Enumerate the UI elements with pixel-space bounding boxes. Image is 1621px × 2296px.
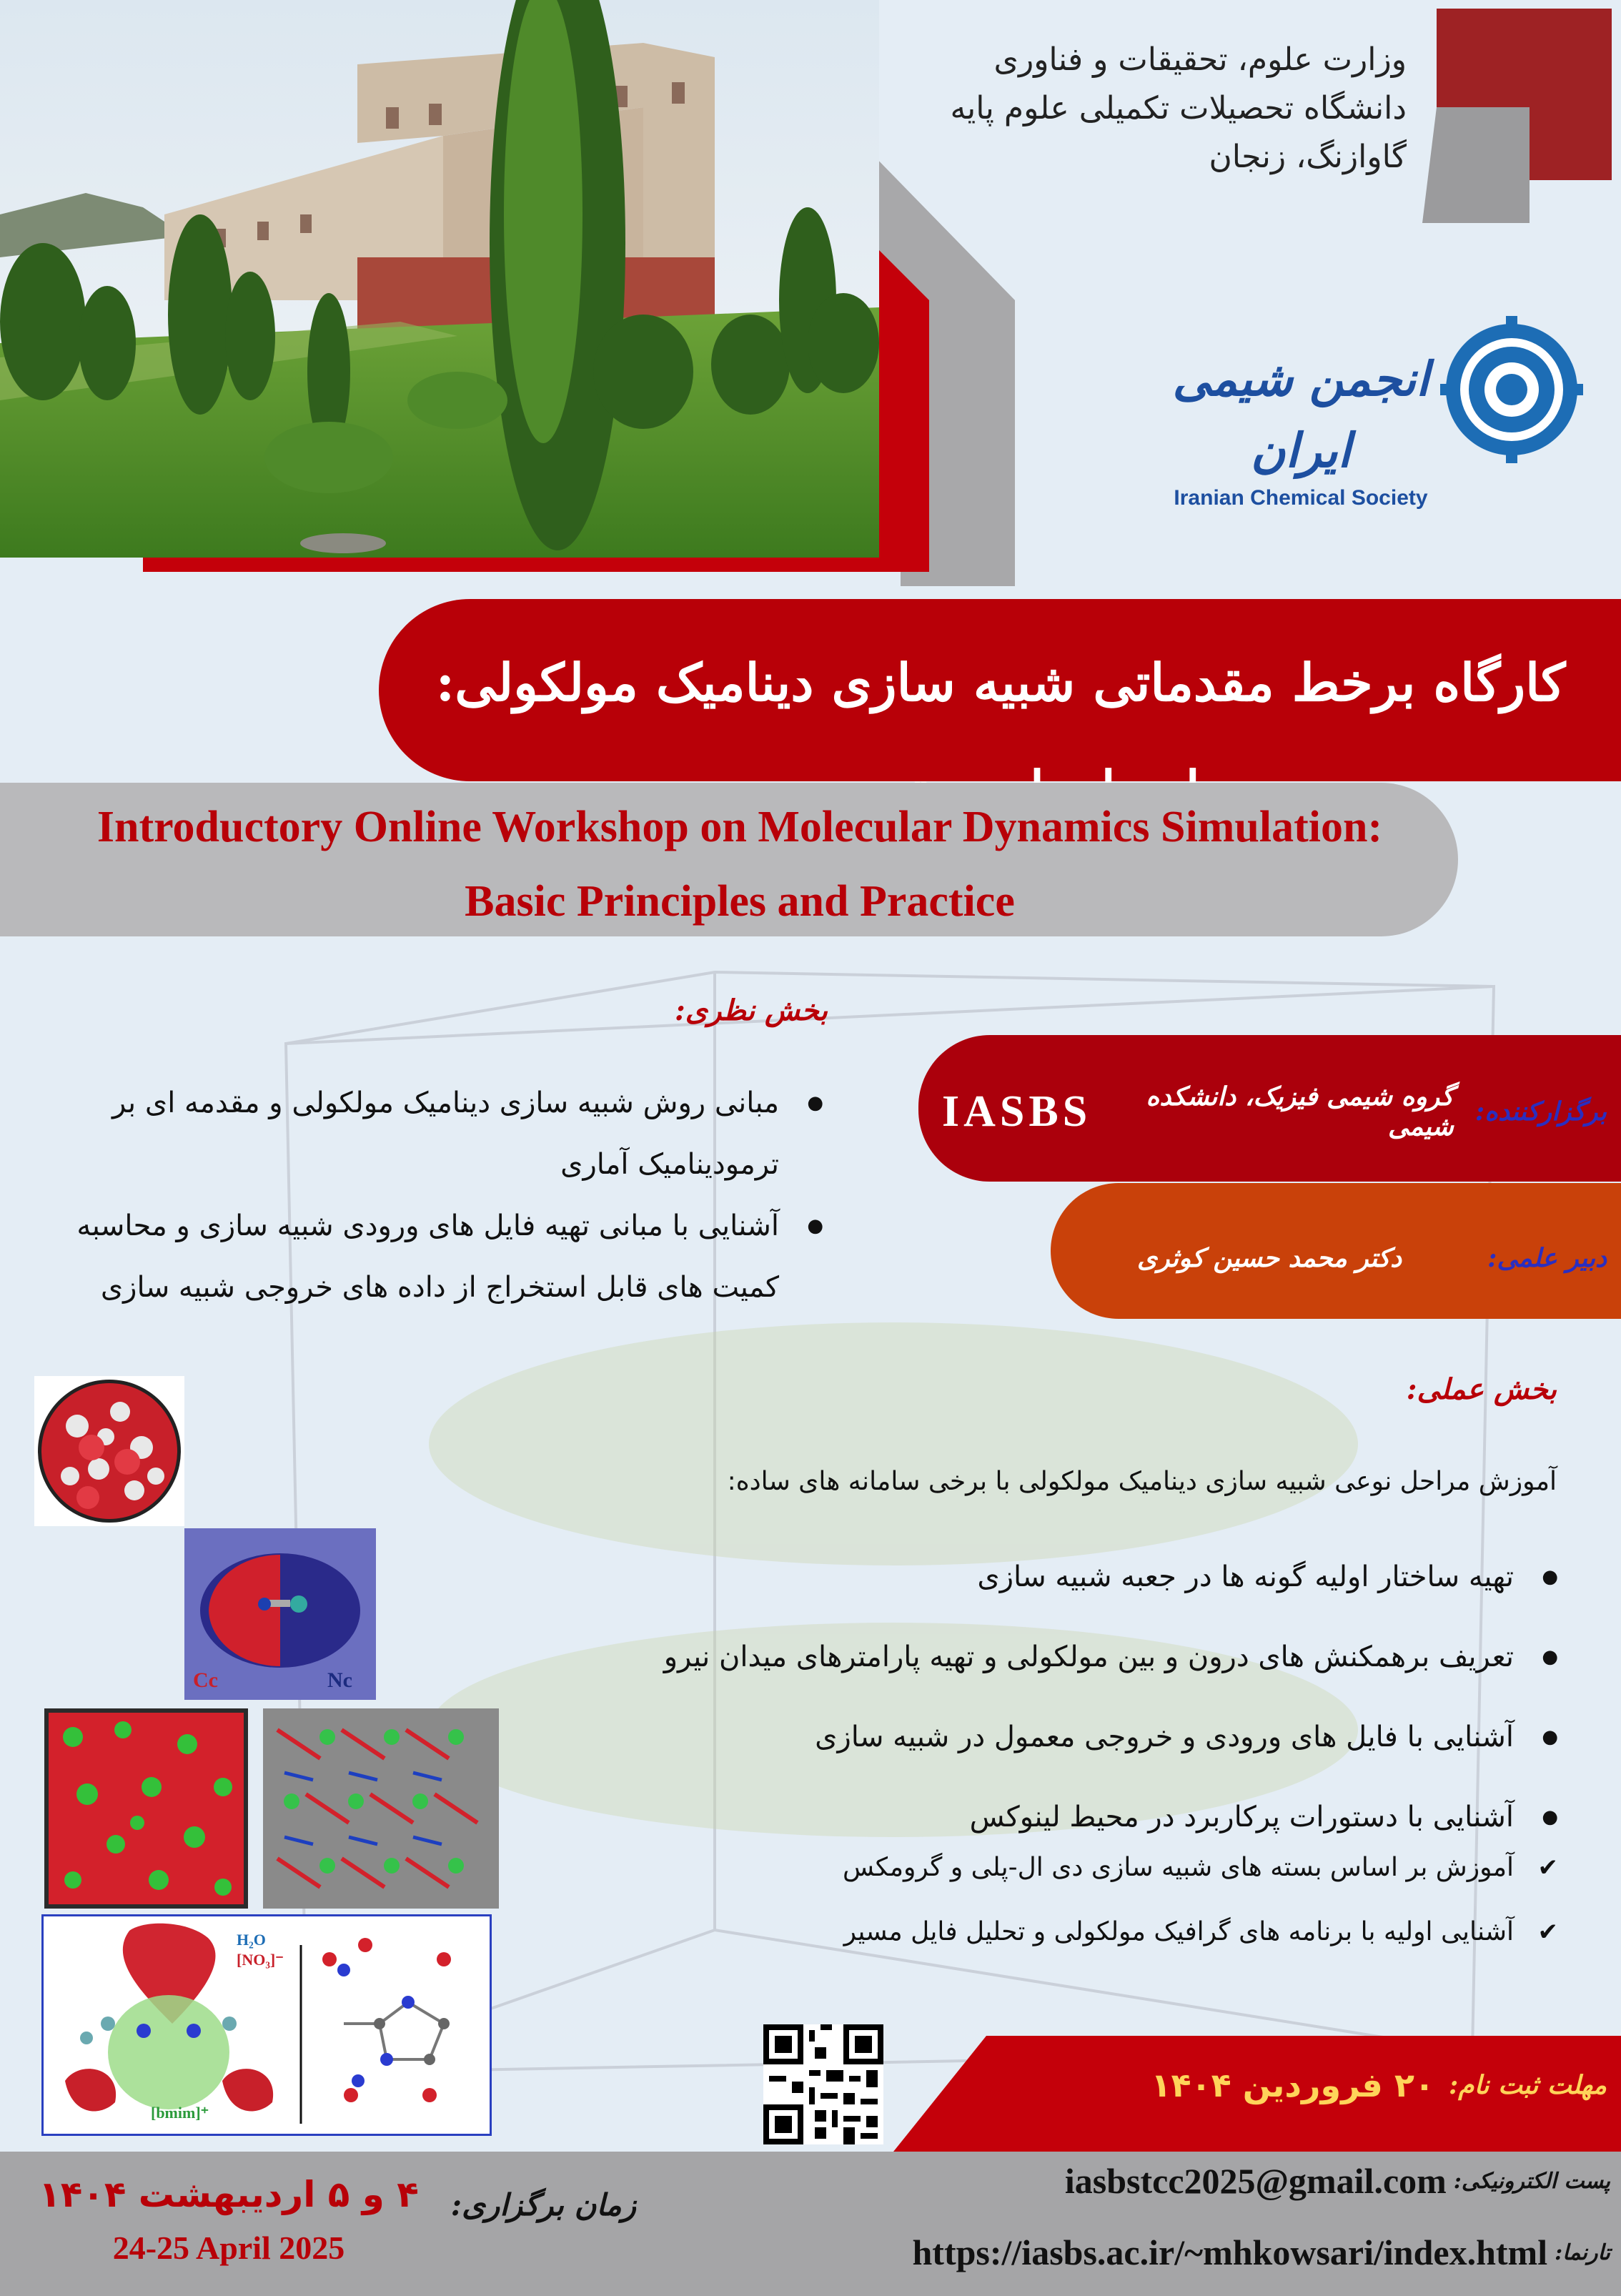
ministry-line: وزارت علوم، تحقیقات و فناوری bbox=[993, 41, 1407, 78]
electrostatic-map-figure bbox=[184, 1528, 376, 1700]
cc-label: Cc bbox=[193, 1668, 218, 1692]
practice-item: ● تعریف برهمکنش های درون و بین مولکولی و تهیه پارامترهای میدان نیرو bbox=[527, 1617, 1564, 1697]
organizer-label: برگزارکننده: bbox=[1474, 1097, 1607, 1127]
society-name-fa: انجمن شیمی ایران bbox=[1172, 351, 1429, 478]
practice-item: ● تهیه ساختار اولیه گونه ها در جعبه شبیه سازی bbox=[527, 1537, 1564, 1617]
campus-photo bbox=[0, 0, 879, 558]
solvation-figure bbox=[41, 1914, 492, 2136]
theory-heading: بخش نظری: bbox=[675, 994, 828, 1027]
secretary-value: دکتر محمد حسین کوثری bbox=[1137, 1243, 1402, 1273]
ministry-header bbox=[763, 36, 1407, 182]
registration-label: مهلت ثبت نام: bbox=[1448, 2070, 1607, 2100]
theory-item: ● مبانی روش شبیه سازی دینامیک مولکولی و مقدمه ای بر ترمودینامیک آماری bbox=[21, 1072, 829, 1195]
crystal-lattice-figure bbox=[263, 1708, 499, 1909]
practice-check-item: ✔ آموزش بر اساس بسته های شبیه سازی دی ال-پلی و گرومکس bbox=[527, 1836, 1564, 1900]
secretary-label: دبیر علمی: bbox=[1487, 1243, 1607, 1273]
practice-heading: بخش عملی: bbox=[1406, 1372, 1557, 1406]
email-link[interactable]: iasbstcc2025@gmail.com bbox=[1064, 2161, 1447, 2201]
registration-date: ۲۰ فروردین ۱۴۰۴ bbox=[1151, 2066, 1434, 2104]
ionic-liquid-box-figure bbox=[44, 1708, 248, 1909]
persian-title: کارگاه برخط مقدماتی شبیه سازی دینامیک مولکولی: bbox=[435, 652, 1566, 713]
organizer-org: IASBS bbox=[942, 1087, 1092, 1136]
h2o-label: H₂O bbox=[237, 1931, 266, 1949]
email-row bbox=[681, 2160, 1610, 2202]
event-label: زمان برگزاری: bbox=[450, 2187, 636, 2222]
registration-row bbox=[978, 2066, 1607, 2104]
water-cluster-figure bbox=[34, 1376, 184, 1526]
english-title-line-2: Basic Principles and Practice bbox=[465, 877, 1015, 926]
web-label: تارنما: bbox=[1555, 2240, 1610, 2265]
english-title bbox=[29, 790, 1451, 939]
practice-check-item: ✔ آشنایی اولیه با برنامه های گرافیک مولکولی و تحلیل فایل مسیر bbox=[527, 1900, 1564, 1964]
nc-label: Nc bbox=[327, 1668, 352, 1692]
practice-checks bbox=[527, 1836, 1564, 1964]
practice-intro: آموزش مراحل نوعی شبیه سازی دینامیک مولکولی با برخی سامانه های ساده: bbox=[727, 1467, 1557, 1496]
theory-list bbox=[21, 1072, 829, 1318]
society-name-en: Iranian Chemical Society bbox=[1174, 486, 1428, 510]
english-title-line-1: Introductory Online Workshop on Molecular Dynamics Simulation: bbox=[96, 803, 1383, 851]
event-date-fa: ۴ و ۵ اردیبهشت ۱۴۰۴ bbox=[39, 2174, 419, 2215]
event-date-en: 24-25 April 2025 bbox=[112, 2230, 345, 2266]
organizer-value: گروه شیمی فیزیک، دانشکده شیمی bbox=[1146, 1082, 1454, 1142]
university-line: دانشگاه تحصیلات تکمیلی علوم پایه bbox=[950, 90, 1407, 127]
location-line: گاوازنگ، زنجان bbox=[1209, 139, 1407, 175]
bmim-label: [bmim]⁺ bbox=[151, 2104, 209, 2122]
theory-item: ● آشنایی با مبانی تهیه فایل های ورودی شبیه سازی و محاسبه کمیت های قابل استخراج از داده های خروجی شبیه سازی bbox=[21, 1195, 829, 1318]
no3-label: [NO₃]⁻ bbox=[237, 1951, 284, 1969]
organizer-row bbox=[942, 1076, 1607, 1147]
society-seal-icon bbox=[1440, 315, 1583, 465]
web-link[interactable]: https://iasbs.ac.ir/~mhkowsari/index.html bbox=[912, 2232, 1548, 2272]
practice-item: ● آشنایی با فایل های ورودی و خروجی معمول در شبیه سازی bbox=[527, 1697, 1564, 1777]
email-label: پست الکترونیکی: bbox=[1453, 2168, 1610, 2194]
qr-code-icon[interactable] bbox=[763, 2024, 883, 2144]
secretary-row bbox=[1064, 1226, 1607, 1290]
event-dates bbox=[29, 2166, 429, 2273]
practice-item: ● آشنایی با دستورات پرکاربرد در محیط لینوکس bbox=[527, 1777, 1564, 1857]
web-row bbox=[681, 2232, 1610, 2273]
iranian-chemical-society-logo bbox=[1165, 343, 1437, 510]
practice-list bbox=[527, 1537, 1564, 1857]
